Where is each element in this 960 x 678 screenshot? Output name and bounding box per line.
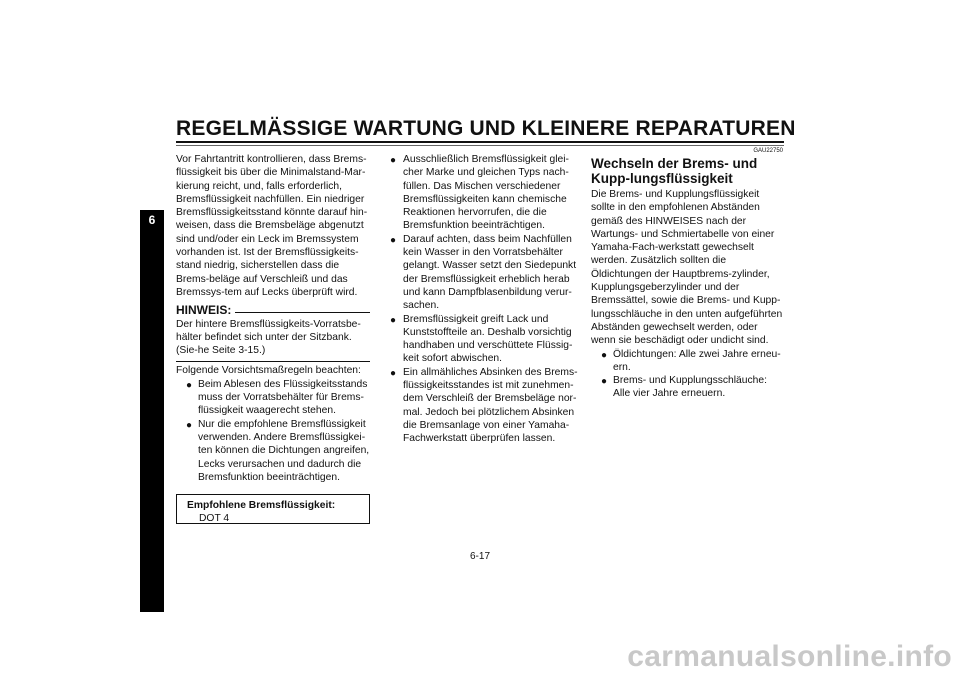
title-rule-thin bbox=[176, 145, 784, 146]
note-separator bbox=[176, 361, 370, 362]
chapter-tab bbox=[140, 210, 164, 612]
bullet-icon: ● bbox=[601, 349, 608, 361]
section-body: Die Brems- und Kupplungsflüssigkeit sollte in den empfohlenen Abständen gemäß des HINWEISES nach der Wartungs- und Schmiertabelle von einer Yamaha-Fach-werkstatt gewechselt werden. Zusätzlich sollten die Öldichtungen der Hauptbrems-zylinder, Kupplungsgeberzylinder und der Bremssättel, sowie die Brems- und Kupp-lungsschläuche in den unten aufgeführten Abständen gewechselt werden, oder wenn sie beschädigt oder undicht sind. bbox=[591, 189, 783, 347]
bullet-icon: ● bbox=[390, 155, 397, 166]
note-line bbox=[235, 312, 370, 313]
intro-paragraph: Vor Fahrtantritt kontrollieren, dass Brems-flüssigkeit bis über die Minimalstand-Mar-kierung reicht, und, falls erforderlich, Bremsflüssigkeit nachfüllen. Ein niedriger Bremsflüssigkeitsstand könnte darauf hin-weisen, dass die Bremsbeläge abgenutzt sind und/oder ein Leck im Bremssystem vorhanden ist. Ist der Bremsflüssigkeits-stand niedrig, sicherstellen dass die Brems-beläge auf Verschleiß und das Bremssys-tem auf Lecks überprüft wird. bbox=[176, 154, 368, 298]
bullet-icon: ● bbox=[186, 379, 193, 391]
page-number: 6-17 bbox=[469, 551, 490, 562]
bullet-icon: ● bbox=[186, 419, 193, 431]
recommended-fluid-box bbox=[176, 494, 370, 524]
title-rule bbox=[176, 141, 784, 143]
page-title: REGELMÄSSIGE WARTUNG UND KLEINERE REPARATUREN bbox=[176, 117, 796, 140]
list-item: ● Brems- und Kupplungsschläuche: Alle vier Jahre erneuern. bbox=[601, 375, 767, 400]
list-item: ● Ausschließlich Bremsflüssigkeit glei-cher Marke und gleichen Typs nach-füllen. Das Mischen verschiedener Bremsflüssigkeiten kann chemische Reaktionen hervorrufen, die die Bremsfunktion beeinträchtigen. bbox=[390, 154, 569, 232]
intervals-list bbox=[591, 348, 783, 401]
watermark: carmanualsonline.info bbox=[627, 640, 952, 673]
list-item: ● Darauf achten, dass beim Nachfüllen kein Wasser in den Vorratsbehälter gelangt. Wasser setzt den Siedepunkt der Bremsflüssigkeit erheblich herab und kann Dampfblasenbildung verur-sachen. bbox=[390, 233, 577, 312]
chapter-number: 6 bbox=[148, 213, 156, 227]
column-1 bbox=[176, 153, 370, 524]
list-item: ● Ein allmähliches Absinken des Brems-flüssigkeitsstandes ist mit zunehmen-dem Verschleiß der Bremsbeläge nor-mal. Jedoch bei plötzlichem Absinken die Bremsanlage von einer Yamaha-Fachwerkstatt überprüfen lassen. bbox=[390, 366, 578, 445]
column-3 bbox=[591, 148, 783, 401]
section-code: GAU22750 bbox=[753, 148, 783, 154]
section-heading: Wechseln der Brems- und Kupp-lungsflüssigkeit bbox=[591, 156, 758, 186]
bullet-icon: ● bbox=[601, 376, 608, 388]
precautions-list bbox=[176, 378, 370, 484]
column-2 bbox=[389, 153, 579, 446]
note-label: HINWEIS: bbox=[176, 303, 232, 318]
precautions-intro: Folgende Vorsichtsmaßregeln beachten: bbox=[176, 365, 361, 377]
box-title: Empfohlene Bremsflüssigkeit: bbox=[187, 500, 336, 512]
note-heading bbox=[176, 304, 370, 317]
note-text: Der hintere Bremsflüssigkeits-Vorratsbe-hälter befindet sich unter der Sitzbank. (Sie-he Seite 3-15.) bbox=[176, 318, 361, 357]
list-item: ● Öldichtungen: Alle zwei Jahre erneu-ern. bbox=[601, 348, 781, 373]
bullet-icon: ● bbox=[390, 367, 397, 379]
bullet-icon: ● bbox=[390, 234, 397, 246]
warnings-list bbox=[389, 153, 579, 446]
list-item: ● Beim Ablesen des Flüssigkeitsstands muss der Vorratsbehälter für Brems-flüssigkeit waagerecht stehen. bbox=[186, 378, 368, 417]
bullet-icon: ● bbox=[390, 314, 397, 326]
list-item: ● Bremsflüssigkeit greift Lack und Kunststoffteile an. Deshalb vorsichtig handhaben und verschüttete Flüssig-keit sofort abwischen. bbox=[390, 313, 573, 365]
list-item: ● Nur die empfohlene Bremsflüssigkeit verwenden. Andere Bremsflüssigkei-ten können die Dichtungen angreifen, Lecks verursachen und dadurch die Bremsfunktion beeinträchtigen. bbox=[186, 418, 370, 483]
box-value: DOT 4 bbox=[199, 513, 230, 525]
